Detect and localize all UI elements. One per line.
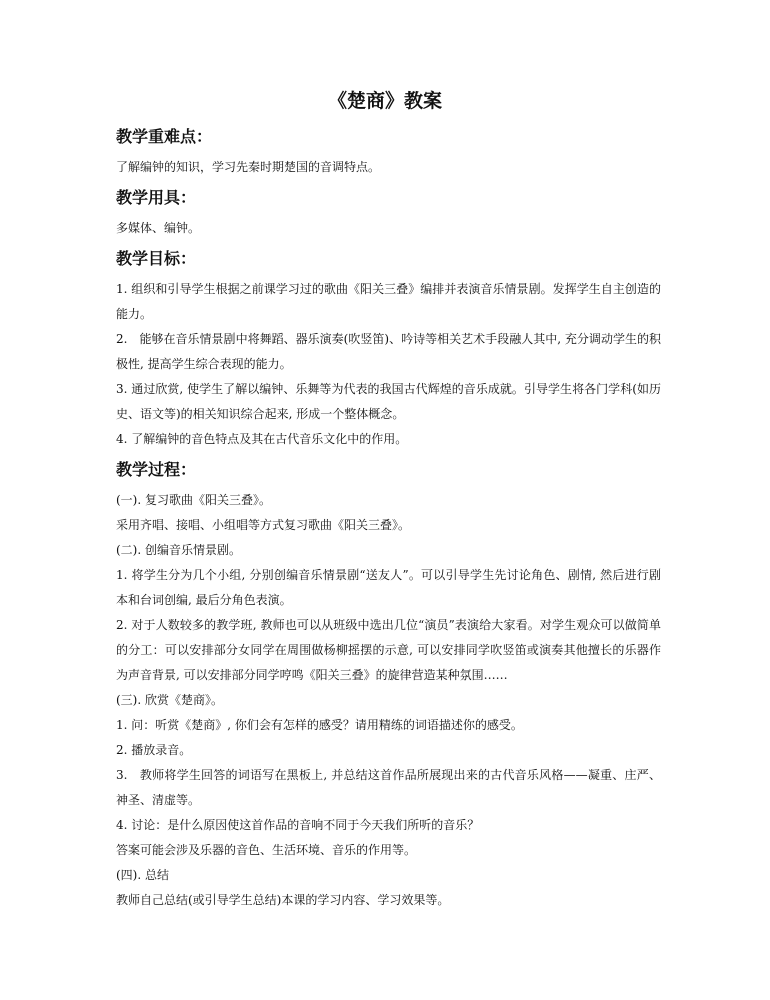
process-item: (三). 欣赏《楚商》。 bbox=[116, 693, 223, 707]
process-item: 采用齐唱、接唱、小组唱等方式复习歌曲《阳关三叠》。 bbox=[116, 518, 411, 532]
process-item: 1. 问：听赏《楚商》, 你们会有怎样的感受？请用精练的词语描述你的感受。 bbox=[116, 718, 523, 732]
section-tools bbox=[116, 185, 661, 241]
process-item: 1. 将学生分为几个小组, 分别创编音乐情景剧“送友人”。可以引导学生先讨论角色、剧情, 然后进行剧本和台词创编, 最后分角色表演。 bbox=[116, 568, 661, 607]
process-item: (二). 创编音乐情景剧。 bbox=[116, 543, 241, 557]
section-objectives bbox=[116, 246, 661, 452]
section-key-points bbox=[116, 124, 661, 180]
paragraph: 了解编钟的知识，学习先秦时期楚国的音调特点。 bbox=[116, 160, 381, 174]
objective-item: 1. 组织和引导学生根据之前课学习过的歌曲《阳关三叠》编排并表演音乐情景剧。发挥学生自主创造的能力。 bbox=[116, 282, 661, 321]
process-item: (四). 总结 bbox=[116, 868, 169, 882]
paragraph: 多媒体、编钟。 bbox=[116, 221, 201, 235]
process-item: 答案可能会涉及乐器的音色、生活环境、音乐的作用等。 bbox=[116, 843, 417, 857]
document-body bbox=[116, 124, 661, 918]
section-heading: 教学重难点： bbox=[116, 127, 213, 146]
process-item: 教师自己总结(或引导学生总结)本课的学习内容、学习效果等。 bbox=[116, 893, 450, 907]
process-item: 2. 对于人数较多的教学班, 教师也可以从班级中选出几位“演员”表演给大家看。对学生观众可以做简单的分工：可以安排部分女同学在周围做杨柳摇摆的示意, 可以安排同学吹竖笛或演奏其他擅长的乐器作为声音背景, 可以安排部分同学哼鸣《阳关三叠》的旋律营造某种氛围…… bbox=[116, 618, 661, 682]
objective-item: 3. 通过欣赏, 使学生了解以编钟、乐舞等为代表的我国古代辉煌的音乐成就。引导学生将各门学科(如历史、语文等)的相关知识综合起来, 形成一个整体概念。 bbox=[116, 382, 661, 421]
section-heading: 教学用具： bbox=[116, 188, 197, 207]
objective-item: 2. 能够在音乐情景剧中将舞蹈、器乐演奏(吹竖笛)、吟诗等相关艺术手段融人其中, 充分调动学生的积极性, 提高学生综合表现的能力。 bbox=[116, 332, 661, 371]
process-item: (一). 复习歌曲《阳关三叠》。 bbox=[116, 493, 271, 507]
process-item: 2. 播放录音。 bbox=[116, 743, 192, 757]
process-item: 4. 讨论：是什么原因使这首作品的音响不同于今天我们所听的音乐？ bbox=[116, 818, 480, 832]
page-title: 《楚商》教案 bbox=[327, 90, 442, 112]
process-item: 3. 教师将学生回答的词语写在黑板上, 并总结这首作品所展现出来的古代音乐风格——凝重、庄严、神圣、清虚等。 bbox=[116, 768, 661, 807]
section-heading: 教学目标： bbox=[116, 249, 197, 268]
section-heading: 教学过程： bbox=[116, 460, 197, 479]
section-process bbox=[116, 457, 661, 913]
objective-item: 4. 了解编钟的音色特点及其在古代音乐文化中的作用。 bbox=[116, 432, 408, 446]
